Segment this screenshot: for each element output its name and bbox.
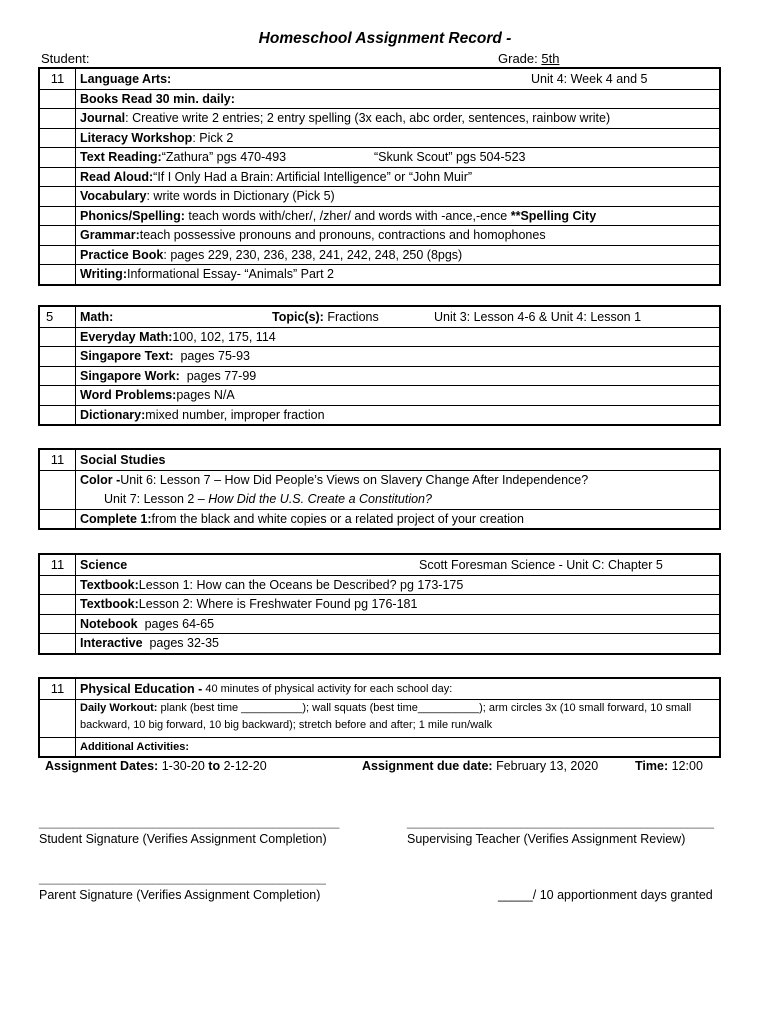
sci-header-row (40, 555, 719, 575)
row-label: Grammar: (80, 228, 140, 243)
ss-header-row (40, 450, 719, 470)
teacher-signature-line[interactable]: ______________________________________________ (407, 815, 714, 829)
row-label: Read Aloud: (80, 169, 154, 184)
row-label: Singapore Work: (80, 368, 180, 383)
ss-heading: Social Studies (80, 452, 166, 467)
row-text: : write words in Dictionary (Pick 5) (146, 189, 335, 204)
table-row (40, 108, 719, 128)
table-row (40, 346, 719, 366)
row-label: Writing: (80, 267, 127, 282)
row-label: Everyday Math: (80, 329, 173, 344)
row-text: Lesson 1: How can the Oceans be Described? pg 173-175 (138, 577, 464, 592)
table-row (40, 489, 719, 509)
sci-count: 11 (40, 555, 76, 575)
row-label: Textbook: (80, 577, 139, 592)
table-row (40, 327, 719, 347)
math-block (38, 305, 721, 426)
table-row (40, 245, 719, 265)
row-text: pages 32-35 (142, 636, 219, 651)
student-signature-line[interactable]: _____________________________________________ (39, 815, 340, 829)
due-date (362, 759, 598, 773)
table-row (40, 385, 719, 405)
pe-header-row (40, 679, 719, 699)
grade-field (498, 51, 559, 66)
row-label: Singapore Text: (80, 349, 174, 364)
row-extra: “Skunk Scout” pgs 504-523 (374, 150, 526, 165)
row-label: Phonics/Spelling: (80, 208, 185, 223)
table-row (40, 614, 719, 634)
row-text: teach possessive pronouns and pronouns, contractions and homophones (139, 228, 546, 243)
la-unit: Unit 4: Week 4 and 5 (531, 71, 648, 86)
math-heading: Math: (80, 309, 114, 324)
row-label: Additional Activities: (80, 740, 189, 753)
la-heading: Language Arts: (80, 71, 172, 86)
row-label: Dictionary: (80, 407, 146, 422)
row-text: Unit 6: Lesson 7 – How Did People’s Views on Slavery Change After Independence? (120, 472, 589, 487)
table-row (40, 366, 719, 386)
page-title: Homeschool Assignment Record - (258, 30, 512, 47)
due-label: Assignment due date: (362, 759, 493, 773)
table-row (40, 470, 719, 490)
table-row (40, 264, 719, 284)
science-block (38, 553, 721, 655)
assign-from: 1-30-20 (161, 759, 205, 773)
due-time (635, 759, 703, 773)
to-word: to (208, 759, 221, 773)
row-text: mixed number, improper fraction (145, 407, 325, 422)
math-unit: Unit 3: Lesson 4-6 & Unit 4: Lesson 1 (434, 309, 642, 324)
sci-heading: Science (80, 557, 128, 572)
row-label: Complete 1: (80, 511, 152, 526)
row-text: Unit 7: Lesson 2 – (104, 491, 209, 506)
language-arts-block (38, 67, 721, 286)
table-row (40, 147, 719, 167)
ss-count: 11 (40, 450, 76, 470)
apportionment-days[interactable]: _____/ 10 apportionment days granted (498, 888, 713, 902)
table-row (40, 737, 719, 757)
grade-label: Grade: (498, 51, 538, 66)
row-label: Textbook: (80, 597, 139, 612)
table-row (40, 167, 719, 187)
row-label: Daily Workout: (80, 701, 158, 714)
grade-value: 5th (541, 51, 560, 66)
assign-label: Assignment Dates: (45, 759, 159, 773)
row-italic: How Did the U.S. Create a Constitution? (208, 491, 432, 506)
row-text: “Zathura” pgs 470-493 (161, 150, 287, 165)
parent-signature-label: Parent Signature (Verifies Assignment Completion) (39, 888, 321, 902)
row-label: Literacy Workshop (80, 130, 193, 145)
row-text: “If I Only Had a Brain: Artificial Intelligence” or “John Muir” (153, 169, 473, 184)
teacher-signature-label: Supervising Teacher (Verifies Assignment Review) (407, 832, 686, 846)
table-row (40, 186, 719, 206)
row-text: teach words with/cher/, /zher/ and words with -ance,-ence (184, 208, 511, 223)
row-text: Lesson 2: Where is Freshwater Found pg 176-181 (138, 597, 418, 612)
row-label: Interactive (80, 636, 143, 651)
table-row (40, 206, 719, 226)
row-label: Practice Book (80, 247, 164, 262)
row-text: pages 75-93 (173, 349, 250, 364)
table-row (40, 89, 719, 109)
la-count: 11 (40, 69, 76, 89)
row-label: Books Read 30 min. daily: (80, 91, 235, 106)
student-label: Student: (41, 51, 90, 66)
pe-block (38, 677, 721, 758)
table-row (40, 633, 719, 653)
math-header-row (40, 307, 719, 327)
row-text: Informational Essay- “Animals” Part 2 (126, 267, 334, 282)
math-topic-value: Fractions (327, 309, 379, 324)
table-row (40, 405, 719, 425)
la-header-row (40, 69, 719, 89)
student-signature-label: Student Signature (Verifies Assignment Completion) (39, 832, 327, 846)
math-topic-label: Topic(s): (272, 309, 324, 324)
row-label: Journal (80, 111, 126, 126)
table-row (40, 699, 719, 737)
row-text: : pages 229, 230, 236, 238, 241, 242, 248, 250 (8pgs) (163, 247, 463, 262)
time-label: Time: (635, 759, 669, 773)
assignment-dates (45, 759, 267, 773)
pe-heading: Physical Education - (80, 681, 203, 696)
table-row (40, 594, 719, 614)
table-row (40, 225, 719, 245)
sci-unit: Scott Foresman Science - Unit C: Chapter 5 (419, 557, 663, 572)
row-text: pages 64-65 (137, 616, 215, 631)
row-label: Text Reading: (80, 150, 162, 165)
row-text: plank (best time __________); wall squats (best time__________); arm circles 3x (10 small forward, 10 small (157, 701, 692, 714)
row-text: 100, 102, 175, 114 (172, 329, 276, 344)
row-text: pages N/A (176, 388, 235, 403)
table-row (40, 575, 719, 595)
row-text-2: backward, 10 big forward, 10 big backward); stretch before and after; 1 mile run/walk (80, 718, 493, 731)
pe-heading-text: 40 minutes of physical activity for each school day: (202, 682, 453, 695)
row-text: from the black and white copies or a related project of your creation (151, 511, 524, 526)
table-row (40, 128, 719, 148)
row-text: : Pick 2 (192, 130, 234, 145)
table-row (40, 509, 719, 529)
row-extra: **Spelling City (510, 208, 597, 223)
math-count: 5 (40, 307, 76, 327)
row-text: pages 77-99 (179, 368, 257, 383)
row-label: Word Problems: (80, 388, 177, 403)
time-value: 12:00 (671, 759, 703, 773)
row-label: Vocabulary (80, 189, 147, 204)
row-text: : Creative write 2 entries; 2 entry spelling (3x each, abc order, sentences, rainbow write) (125, 111, 611, 126)
social-studies-block (38, 448, 721, 530)
row-label: Notebook (80, 616, 138, 631)
due-value: February 13, 2020 (496, 759, 599, 773)
row-label: Color - (80, 472, 121, 487)
assign-to: 2-12-20 (223, 759, 267, 773)
pe-count: 11 (40, 679, 76, 699)
parent-signature-line[interactable]: ___________________________________________ (39, 871, 326, 885)
